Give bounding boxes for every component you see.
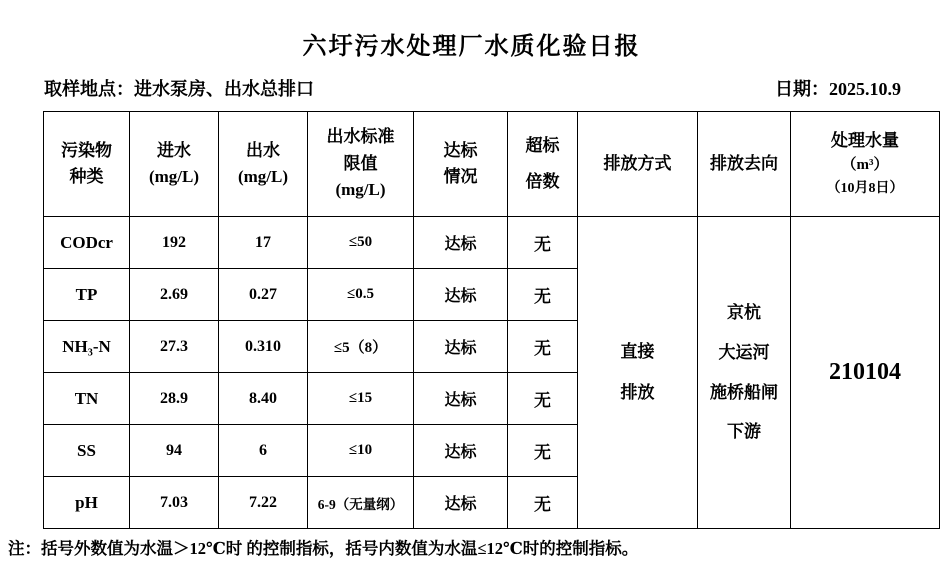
cell-effluent: 8.40 xyxy=(219,373,308,425)
cell-effluent: 0.27 xyxy=(219,269,308,321)
header-influent: 进水 (mg/L) xyxy=(130,112,219,217)
cell-effluent: 17 xyxy=(219,217,308,269)
header-status: 达标 情况 xyxy=(414,112,508,217)
cell-influent: 27.3 xyxy=(130,321,219,373)
cell-pollutant: SS xyxy=(44,425,130,477)
cell-influent: 2.69 xyxy=(130,269,219,321)
water-quality-table xyxy=(43,111,940,529)
cell-exceed: 无 xyxy=(508,425,578,477)
cell-pollutant: TP xyxy=(44,269,130,321)
cell-discharge-mode: 直接 排放 xyxy=(578,217,698,529)
cell-exceed: 无 xyxy=(508,269,578,321)
cell-influent: 94 xyxy=(130,425,219,477)
cell-status: 达标 xyxy=(414,321,508,373)
header-limit: 出水标准 限值 (mg/L) xyxy=(308,112,414,217)
header-water-volume: 处理水量 （m³） （10月8日） xyxy=(791,112,940,217)
cell-influent: 192 xyxy=(130,217,219,269)
cell-exceed: 无 xyxy=(508,217,578,269)
header-pollutant: 污染物 种类 xyxy=(44,112,130,217)
cell-limit: ≤0.5 xyxy=(308,269,414,321)
cell-limit: ≤15 xyxy=(308,373,414,425)
cell-effluent: 7.22 xyxy=(219,477,308,529)
header-row xyxy=(44,112,940,217)
cell-water-volume: 210104 xyxy=(791,217,940,529)
page-title: 六圩污水处理厂水质化验日报 xyxy=(302,34,641,60)
cell-effluent: 0.310 xyxy=(219,321,308,373)
subheader-row xyxy=(0,61,943,101)
date-label: 日期：2025.10.9 xyxy=(775,79,901,99)
sampling-site-label: 取样地点：进水泵房、出水总排口 xyxy=(44,79,314,99)
header-exceed: 超标 倍数 xyxy=(508,112,578,217)
header-discharge-mode: 排放方式 xyxy=(578,112,698,217)
cell-influent: 28.9 xyxy=(130,373,219,425)
cell-pollutant: CODcr xyxy=(44,217,130,269)
header-effluent: 出水 (mg/L) xyxy=(219,112,308,217)
cell-status: 达标 xyxy=(414,373,508,425)
cell-exceed: 无 xyxy=(508,373,578,425)
cell-limit: ≤5（8） xyxy=(308,321,414,373)
cell-pollutant: TN xyxy=(44,373,130,425)
cell-exceed: 无 xyxy=(508,477,578,529)
cell-status: 达标 xyxy=(414,217,508,269)
cell-status: 达标 xyxy=(414,477,508,529)
cell-discharge-destination: 京杭 大运河 施桥船闸 下游 xyxy=(698,217,791,529)
cell-status: 达标 xyxy=(414,269,508,321)
cell-pollutant: NH₃-N xyxy=(44,321,130,373)
cell-limit: ≤10 xyxy=(308,425,414,477)
header-discharge-destination: 排放去向 xyxy=(698,112,791,217)
footnote: 注：括号外数值为水温＞12℃时 的控制指标，括号内数值为水温≤12℃时的控制指标。 xyxy=(8,539,639,558)
cell-pollutant: pH xyxy=(44,477,130,529)
table-row xyxy=(44,217,940,269)
cell-effluent: 6 xyxy=(219,425,308,477)
cell-limit: 6-9（无量纲） xyxy=(308,477,414,529)
cell-influent: 7.03 xyxy=(130,477,219,529)
cell-limit: ≤50 xyxy=(308,217,414,269)
cell-status: 达标 xyxy=(414,425,508,477)
cell-exceed: 无 xyxy=(508,321,578,373)
